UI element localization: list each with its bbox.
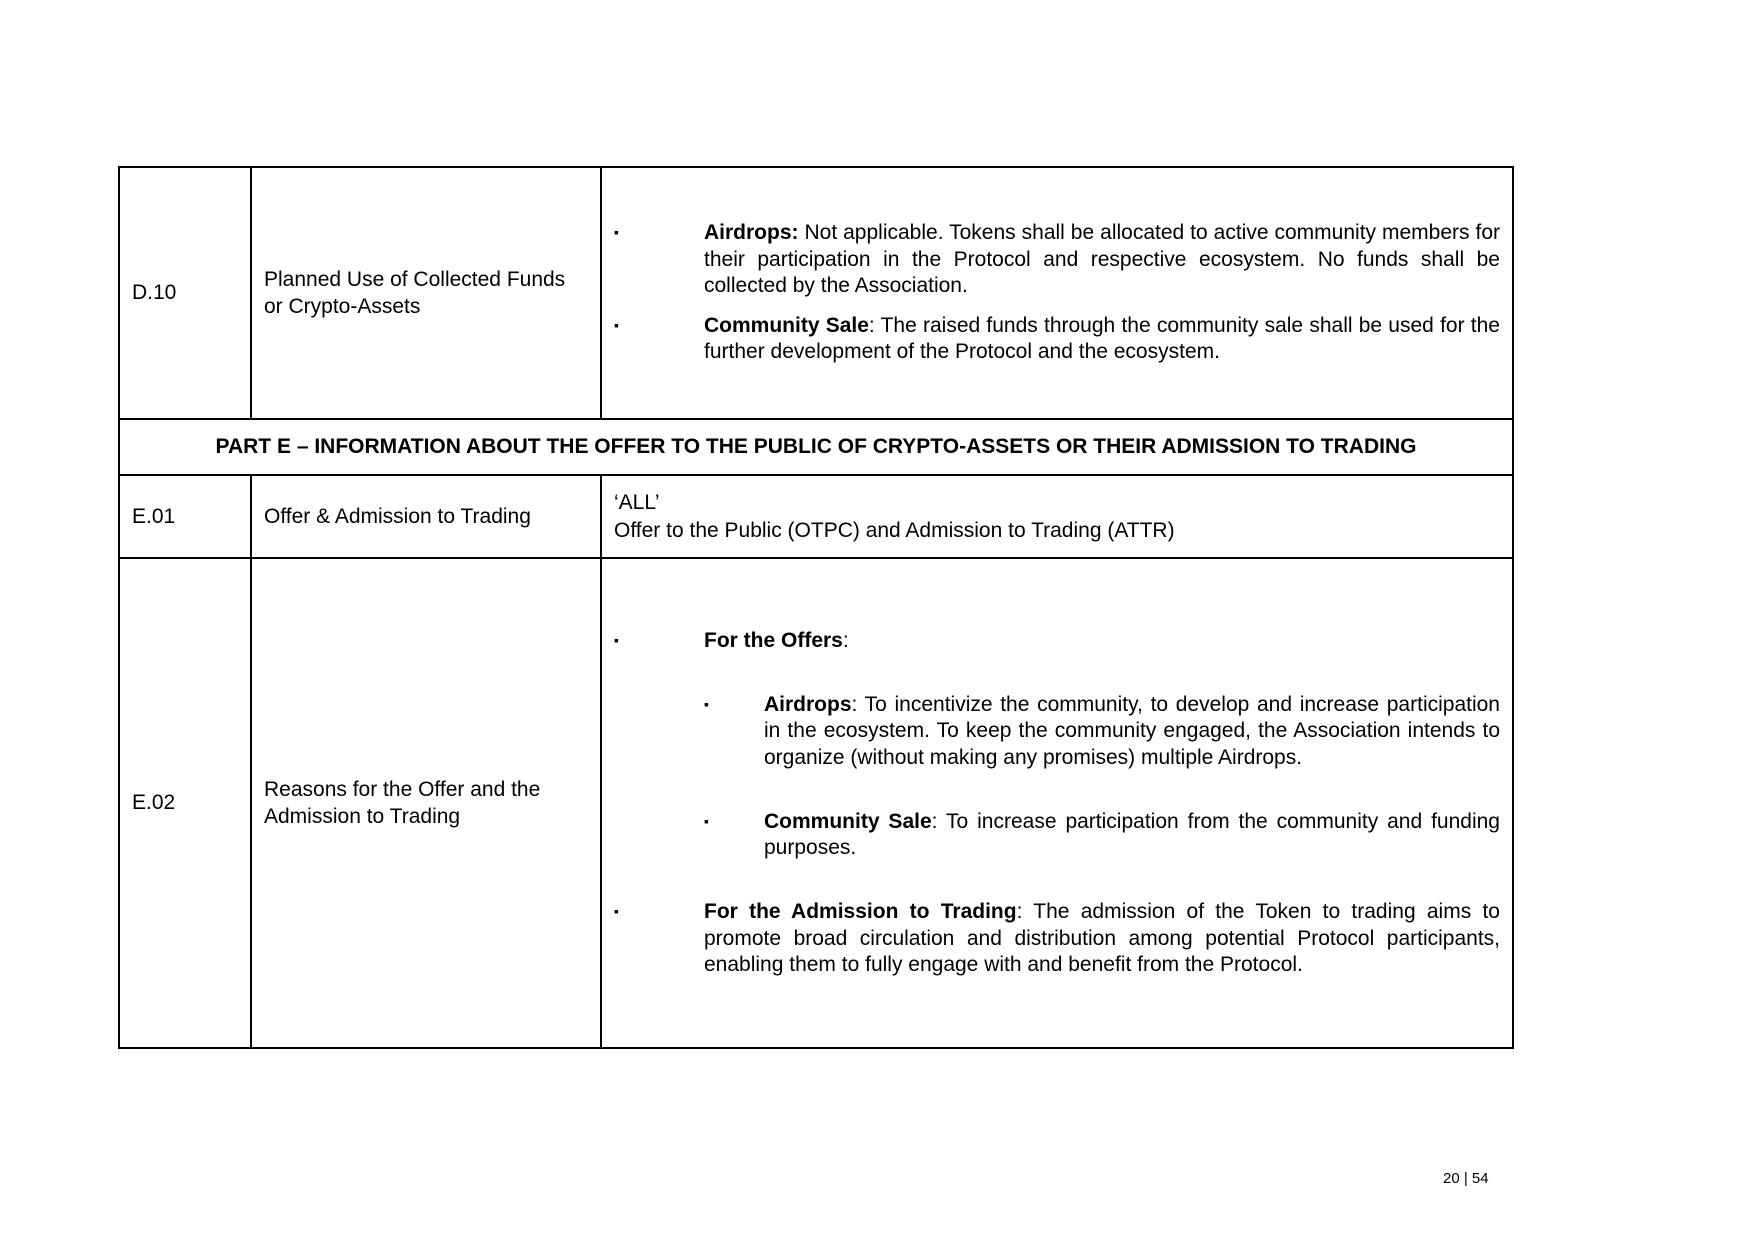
content-line: Offer to the Public (OTPC) and Admission to Trading (ATTR) (614, 518, 1175, 542)
table-row-e01 (119, 475, 1513, 558)
table-row-d10 (119, 167, 1513, 419)
row-field: Planned Use of Collected Funds or Crypto-Assets (251, 167, 601, 419)
item-title: For the Admission to Trading (704, 900, 1017, 924)
item-text: : To increase participation from the community and funding purposes. (764, 809, 1500, 860)
row-field: Reasons for the Offer and the Admission to Trading (251, 558, 601, 1048)
item-text: : To incentivize the community, to develop and increase participation in the ecosystem. To keep the community engaged, the Association intends to organize (without making any promises) multiple Airdrops. (764, 693, 1500, 769)
row-content (601, 167, 1513, 419)
bullet-item (614, 313, 1500, 366)
sub-bullet-item (704, 809, 1500, 862)
page-number: 20 | 54 (1443, 1170, 1489, 1187)
item-title: Community Sale (704, 314, 869, 338)
item-title: For the Offers (704, 628, 843, 652)
table-row-e02 (119, 558, 1513, 1048)
item-text: : The admission of the Token to trading aims to promote broad circulation and distribution among potential Protocol participants, enabling them to fully engage with and benefit from the Protocol. (704, 900, 1500, 976)
item-title: Airdrops: (704, 221, 799, 245)
item-text: : The raised funds through the community sale shall be used for the further development of the Protocol and the ecosystem. (704, 314, 1500, 364)
bullet-icon: ▪ (614, 903, 619, 920)
disclosure-table (118, 166, 1514, 1049)
bullet-item (614, 628, 1500, 654)
bullet-icon: ▪ (704, 696, 709, 713)
bullet-item (614, 899, 1500, 978)
item-title: Community Sale (764, 809, 932, 833)
section-heading: PART E – INFORMATION ABOUT THE OFFER TO THE PUBLIC OF CRYPTO-ASSETS OR THEIR ADMISSION TO TRADING (119, 419, 1513, 475)
bullet-item (614, 220, 1500, 299)
row-code: D.10 (119, 167, 251, 419)
content-line: ‘ALL’ (614, 491, 660, 515)
item-title: Airdrops (764, 693, 852, 717)
row-code: E.02 (119, 558, 251, 1048)
item-text: Not applicable. Tokens shall be allocated to active community members for their participation in the Protocol and respective ecosystem. No funds shall be collected by the Association. (704, 221, 1500, 297)
sub-bullet-item (704, 692, 1500, 771)
row-code: E.01 (119, 475, 251, 558)
bullet-icon: ▪ (614, 631, 619, 648)
bullet-icon: ▪ (614, 224, 619, 241)
table-row-part-e (119, 419, 1513, 475)
bullet-icon: ▪ (704, 812, 709, 829)
row-content (601, 475, 1513, 558)
item-text: : (842, 628, 849, 652)
row-field: Offer & Admission to Trading (251, 475, 601, 558)
bullet-icon: ▪ (614, 317, 619, 334)
row-content (601, 558, 1513, 1048)
